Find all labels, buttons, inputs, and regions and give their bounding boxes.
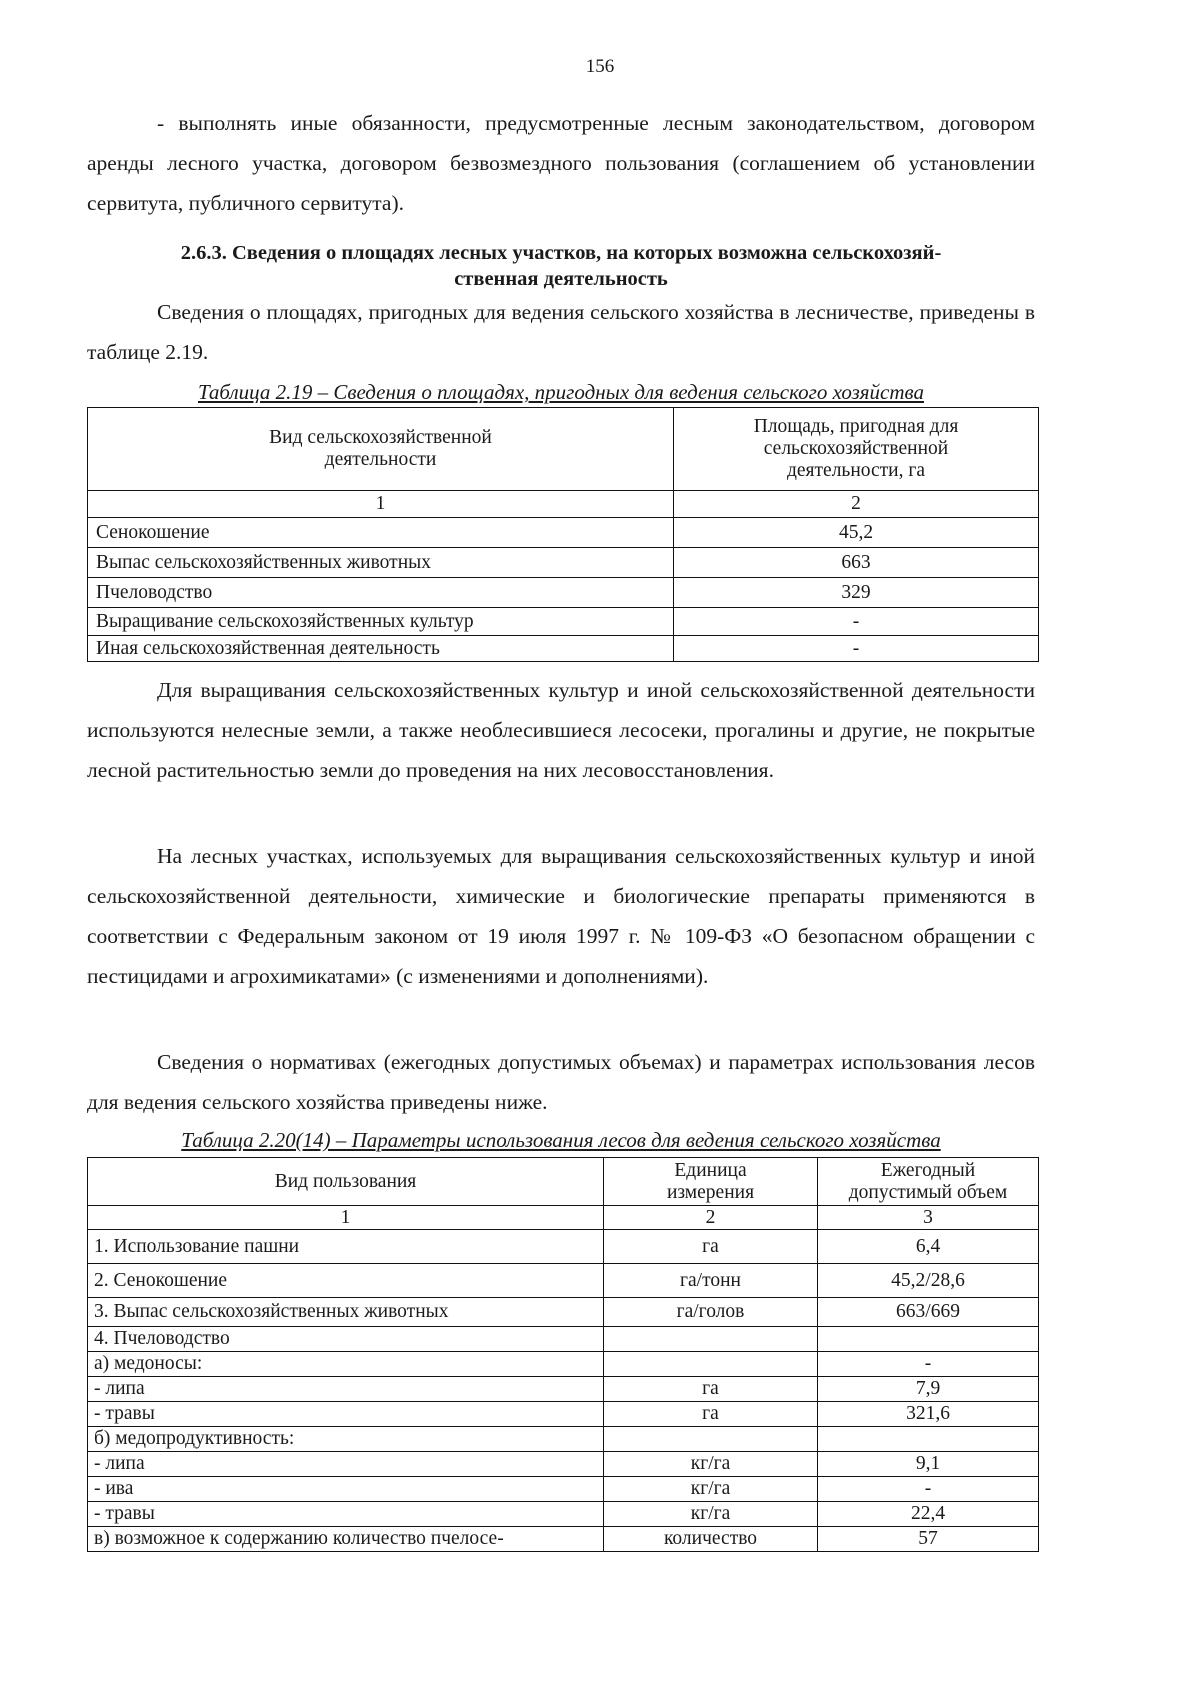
table-cell: кг/га: [604, 1502, 818, 1527]
table-cell: 45,2/28,6: [818, 1264, 1039, 1298]
table-cell: Выпас сельскохозяйственных животных: [88, 548, 674, 578]
section-heading-line2: ственная деятельность: [454, 268, 668, 290]
table-header-cell: Единица измерения: [604, 1158, 818, 1206]
table-cell: [604, 1427, 818, 1452]
table-cell: количество: [604, 1527, 818, 1552]
table-row: [88, 636, 1039, 662]
table-col-number: 3: [818, 1206, 1039, 1230]
table-cell: - липа: [88, 1377, 604, 1402]
table-row: [88, 1298, 1039, 1327]
table-header-cell: Площадь, пригодная для сельскохозяйственной деятельности, га: [674, 408, 1039, 491]
table-cell: га: [604, 1402, 818, 1427]
table-cell: 6,4: [818, 1230, 1039, 1264]
table-cell: 9,1: [818, 1452, 1039, 1477]
table-col-number: 1: [88, 1206, 604, 1230]
table-cell: -: [818, 1477, 1039, 1502]
table-col-number: 1: [88, 491, 674, 518]
table-row: [88, 1377, 1039, 1402]
table-cell: - липа: [88, 1452, 604, 1477]
table-cell: - травы: [88, 1502, 604, 1527]
table-cell: -: [674, 636, 1039, 662]
table-cell: 3. Выпас сельскохозяйственных животных: [88, 1298, 604, 1327]
table-col-number: 2: [674, 491, 1039, 518]
table-cell: 2. Сенокошение: [88, 1264, 604, 1298]
table-cell: [818, 1427, 1039, 1452]
table-row: [88, 1230, 1039, 1264]
table-cell: [604, 1352, 818, 1377]
table-cell: Пчеловодство: [88, 578, 674, 608]
table-row: [88, 1427, 1039, 1452]
table-cell: кг/га: [604, 1477, 818, 1502]
table-cell: га: [604, 1230, 818, 1264]
table-cell: [818, 1327, 1039, 1352]
table-cell: -: [674, 608, 1039, 636]
section-heading-line1: 2.6.3. Сведения о площадях лесных участков, на которых возможна сельскохозяй-: [180, 242, 942, 264]
table-cell: -: [818, 1352, 1039, 1377]
table-col-number-row: [88, 491, 1039, 518]
table-cell: в) возможное к содержанию количество пчелосе-: [88, 1527, 604, 1552]
paragraph-obligations: - выполнять иные обязанности, предусмотренные лесным законодательством, договором аренды лесного участка, договором безвозмездного пользования (соглашением об установлении сервитута, публичного сервитута).: [87, 111, 1035, 215]
table-cell: 329: [674, 578, 1039, 608]
table-row: [88, 1264, 1039, 1298]
section-heading: [87, 240, 1035, 292]
table-cell: га/тонн: [604, 1264, 818, 1298]
table-cell: Сенокошение: [88, 518, 674, 548]
table-cell: Выращивание сельскохозяйственных культур: [88, 608, 674, 636]
table-col-number-row: [88, 1206, 1039, 1230]
table-row: [88, 1502, 1039, 1527]
table-row: [88, 1402, 1039, 1427]
table-cell: кг/га: [604, 1452, 818, 1477]
table-cell: 321,6: [818, 1402, 1039, 1427]
table-2-19: [87, 407, 1039, 662]
table-col-number: 2: [604, 1206, 818, 1230]
table-header-row: [88, 408, 1039, 491]
table-header-cell: Ежегодный допустимый объем: [818, 1158, 1039, 1206]
paragraph-chemicals: На лесных участках, используемых для выращивания сельскохозяйственных культур и иной сельскохозяйственной деятельности, химические и биологические препараты применяются в соответствии с Федеральным законом от 19 июля 1997 г. № 109-ФЗ «О безопасном обращении с пестицидами и агрохимикатами» (с изменениями и дополнениями).: [87, 844, 1035, 988]
table-row: [88, 608, 1039, 636]
table-row: [88, 1527, 1039, 1552]
table-header-cell: Вид сельскохозяйственной деятельности: [88, 408, 674, 491]
page-number: 156: [585, 56, 615, 77]
table-cell: га: [604, 1377, 818, 1402]
table-cell: 45,2: [674, 518, 1039, 548]
table-row: [88, 1452, 1039, 1477]
table-header-row: [88, 1158, 1039, 1206]
table-cell: 663/669: [818, 1298, 1039, 1327]
table-cell: 663: [674, 548, 1039, 578]
table-2-20: [87, 1157, 1039, 1552]
table-cell: 1. Использование пашни: [88, 1230, 604, 1264]
table-cell: га/голов: [604, 1298, 818, 1327]
paragraph-cultivation: Для выращивания сельскохозяйственных культур и иной сельскохозяйственной деятельности используются нелесные земли, а также необлесившиеся лесосеки, прогалины и другие, не покрытые лесной растительностью земли до проведения на них лесовосстановления.: [87, 678, 1035, 782]
table-row: [88, 1352, 1039, 1377]
table-cell: 22,4: [818, 1502, 1039, 1527]
table-cell: 7,9: [818, 1377, 1039, 1402]
table-row: [88, 1477, 1039, 1502]
table-header-cell: Вид пользования: [88, 1158, 604, 1206]
table-cell: - травы: [88, 1402, 604, 1427]
table-cell: - ива: [88, 1477, 604, 1502]
table-cell: а) медоносы:: [88, 1352, 604, 1377]
table-row: [88, 518, 1039, 548]
table-row: [88, 548, 1039, 578]
table-cell: 4. Пчеловодство: [88, 1327, 604, 1352]
table-2-19-caption: Таблица 2.19 – Сведения о площадях, пригодных для ведения сельского хозяйства: [197, 380, 925, 404]
table-cell: б) медопродуктивность:: [88, 1427, 604, 1452]
table-cell: Иная сельскохозяйственная деятельность: [88, 636, 674, 662]
table-cell: [604, 1327, 818, 1352]
paragraph-norms: Сведения о нормативах (ежегодных допустимых объемах) и параметрах использования лесов для ведения сельского хозяйства приведены ниже.: [87, 1050, 1035, 1114]
paragraph-areas-intro: Сведения о площадях, пригодных для ведения сельского хозяйства в лесничестве, приведены в таблице 2.19.: [87, 300, 1035, 364]
table-cell: 57: [818, 1527, 1039, 1552]
table-row: [88, 578, 1039, 608]
table-2-20-caption: Таблица 2.20(14) – Параметры использования лесов для ведения сельского хозяйства: [181, 1128, 941, 1152]
table-row: [88, 1327, 1039, 1352]
